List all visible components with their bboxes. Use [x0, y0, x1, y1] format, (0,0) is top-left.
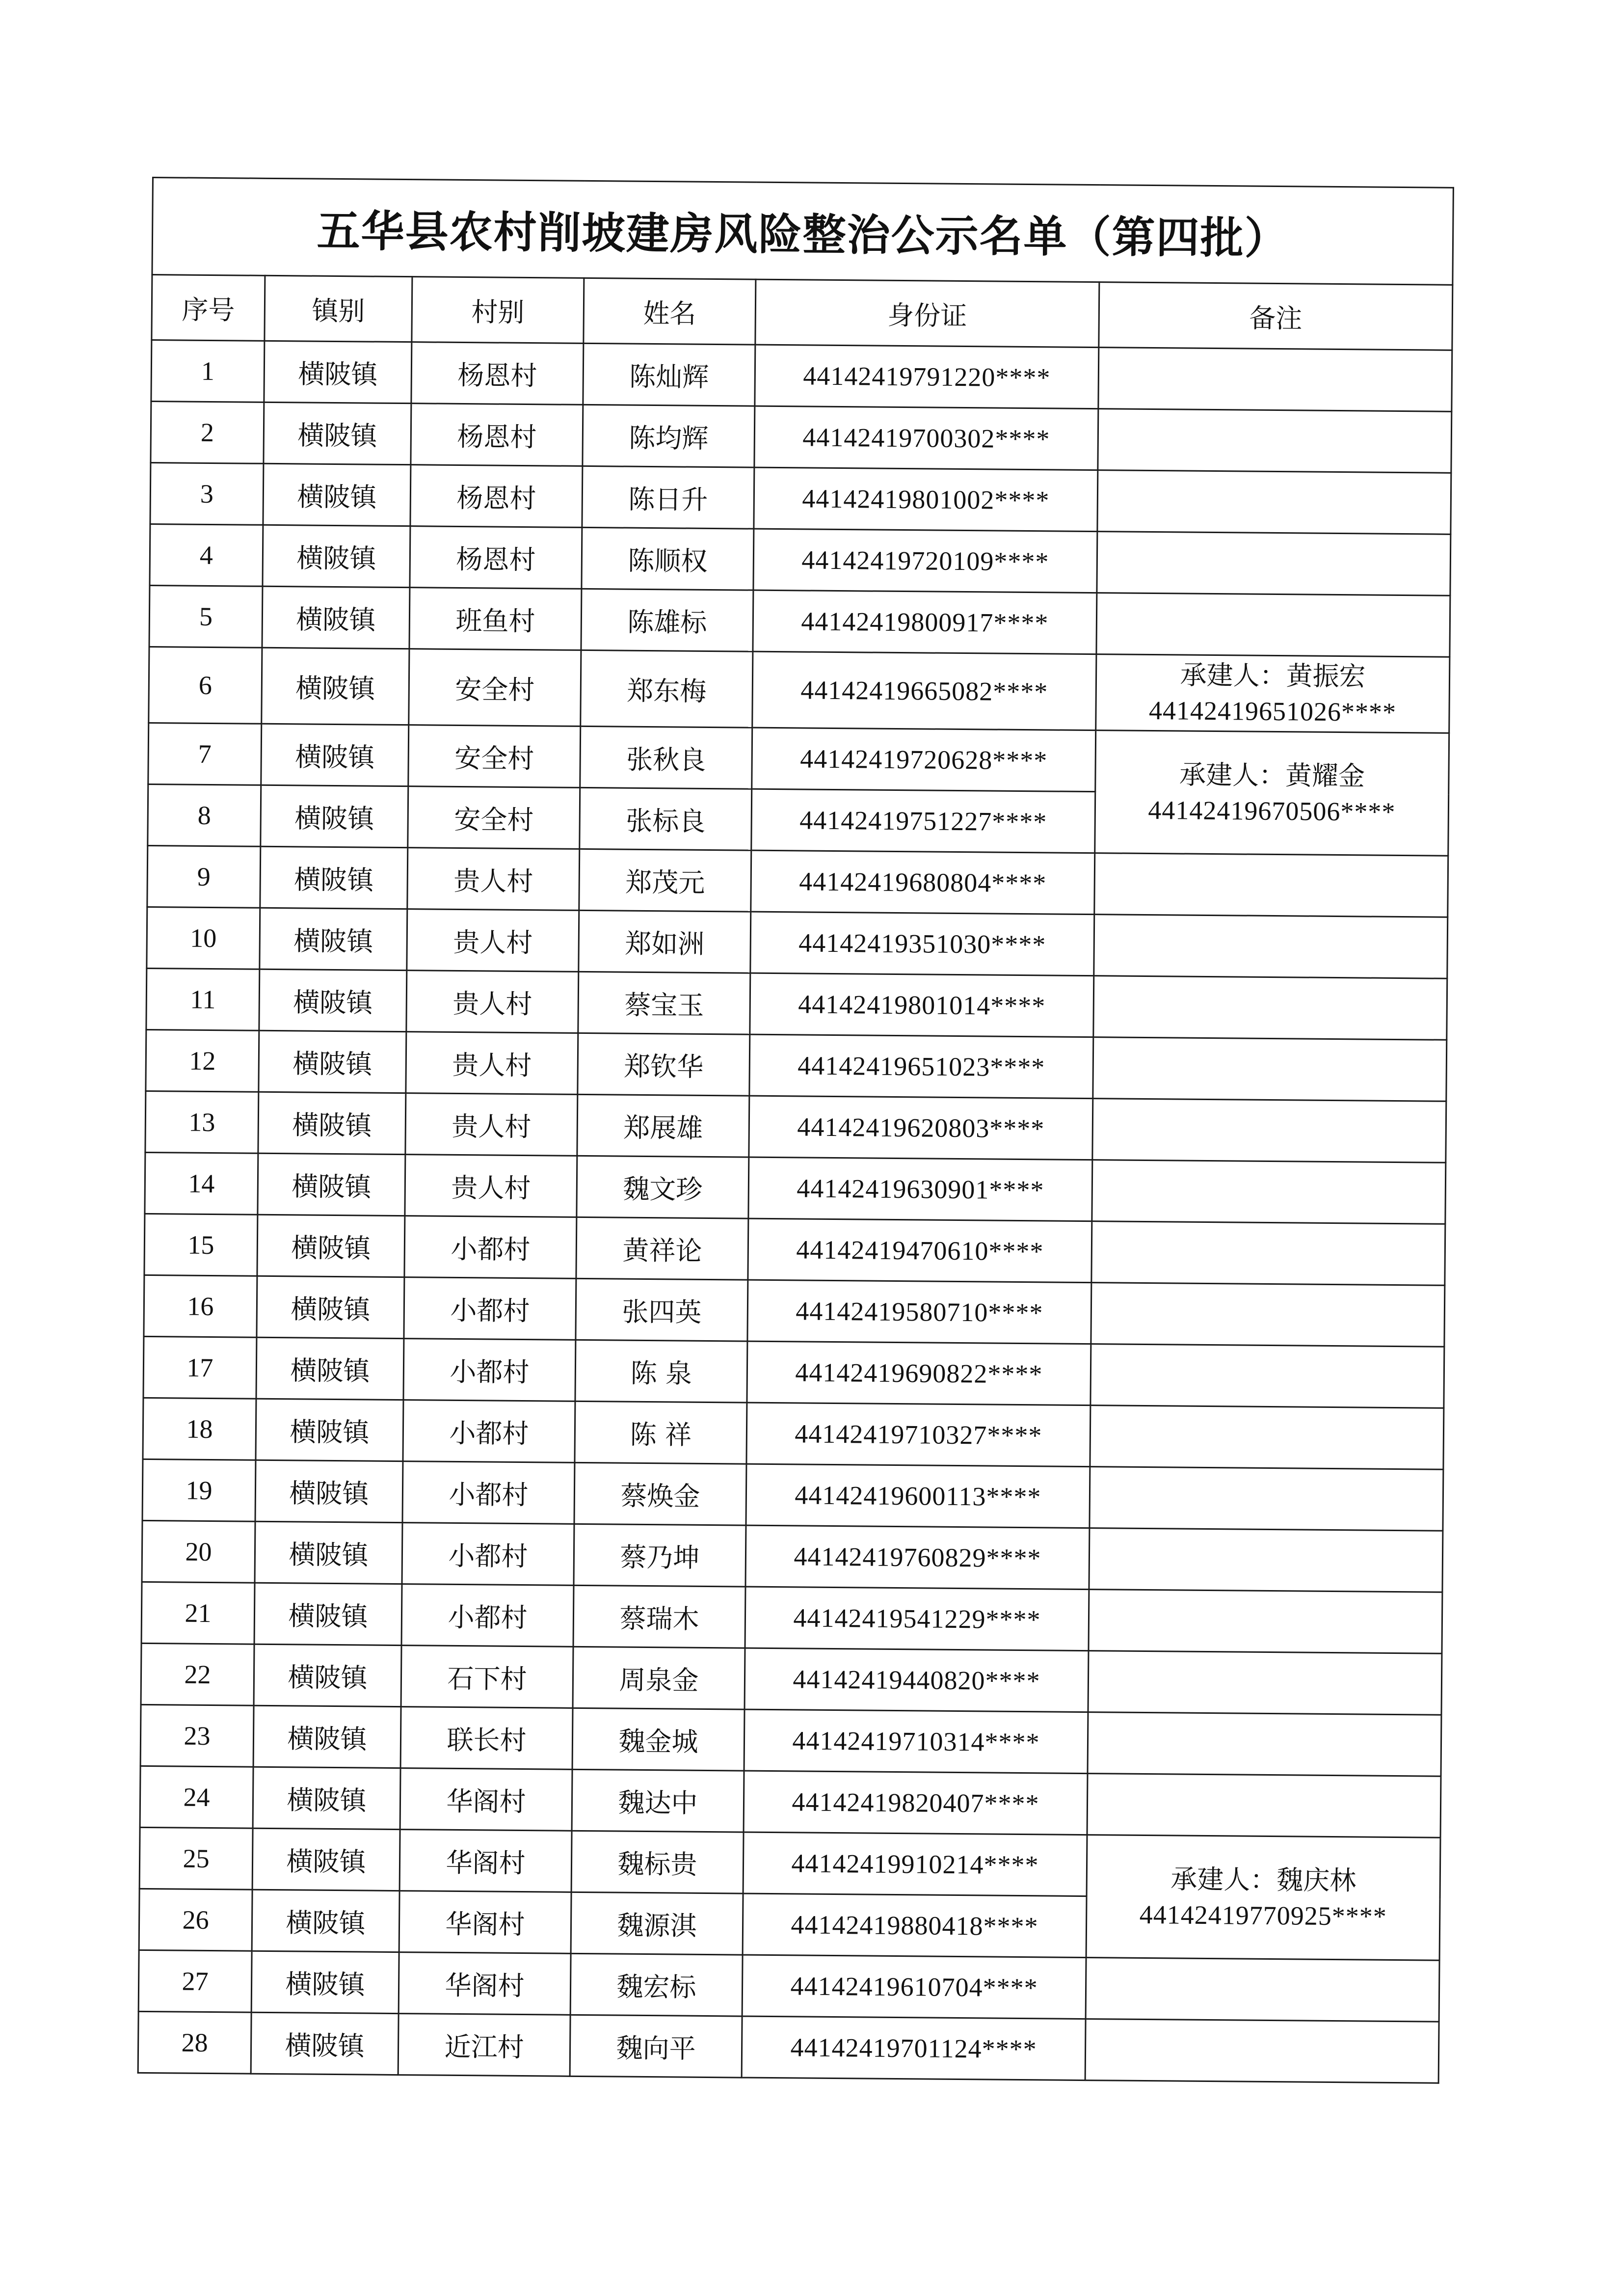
row-name: 陈灿辉 [583, 343, 755, 406]
row-id: 44142419680804**** [751, 850, 1095, 914]
row-town: 横陂镇 [254, 1644, 401, 1706]
row-name: 陈顺权 [582, 527, 754, 590]
table-row [146, 968, 1447, 1040]
row-seq: 20 [142, 1520, 255, 1583]
row-seq: 19 [142, 1459, 256, 1521]
row-town: 横陂镇 [257, 1276, 404, 1338]
row-town: 横陂镇 [262, 648, 409, 725]
roster-table [137, 177, 1454, 2084]
row-id: 44142419751227**** [751, 789, 1095, 853]
row-town: 横陂镇 [252, 1890, 399, 1952]
row-name: 魏宏标 [570, 1953, 743, 2016]
header-name: 姓名 [584, 278, 756, 345]
row-id: 44142419801002**** [754, 467, 1098, 531]
table-row [140, 1766, 1441, 1837]
row-name: 郑展雄 [577, 1094, 749, 1157]
row-seq: 1 [151, 340, 265, 403]
row-id: 44142419690822**** [747, 1341, 1091, 1405]
row-note [1087, 1774, 1441, 1838]
table-row [145, 1091, 1446, 1162]
row-name: 陈 祥 [575, 1401, 747, 1464]
table-row [142, 1459, 1443, 1531]
row-id: 44142419701124**** [742, 2016, 1086, 2080]
row-village: 贵人村 [405, 1155, 577, 1217]
table-row [150, 462, 1451, 534]
table-row [151, 340, 1452, 412]
row-note [1096, 593, 1450, 657]
row-name: 魏向平 [570, 2015, 742, 2078]
row-note [1094, 915, 1448, 979]
row-seq: 17 [143, 1336, 257, 1399]
row-id: 44142419791220**** [755, 345, 1099, 408]
row-id: 44142419470610**** [748, 1218, 1092, 1282]
note-builder-id: 44142419670506**** [1148, 795, 1396, 827]
row-seq: 6 [149, 647, 262, 724]
row-village: 贵人村 [406, 971, 579, 1033]
row-note [1088, 1712, 1441, 1777]
table-row [147, 907, 1448, 978]
table-row [150, 524, 1451, 595]
row-id: 44142419710314**** [744, 1709, 1088, 1773]
row-seq: 24 [140, 1766, 253, 1828]
row-town: 横陂镇 [253, 1767, 400, 1829]
row-name: 张四英 [576, 1278, 748, 1341]
header-row [152, 275, 1453, 351]
row-village: 小都村 [401, 1584, 574, 1647]
row-name: 魏标贵 [571, 1831, 744, 1893]
row-note [1089, 1528, 1443, 1593]
row-village: 小都村 [403, 1400, 575, 1463]
row-seq: 13 [145, 1091, 259, 1153]
table-row [140, 1704, 1441, 1776]
row-town: 横陂镇 [257, 1215, 405, 1277]
table-row [143, 1336, 1444, 1408]
row-seq: 3 [150, 462, 264, 525]
table-row [151, 401, 1452, 473]
row-seq: 26 [139, 1889, 252, 1951]
row-town: 横陂镇 [261, 724, 409, 786]
row-seq: 5 [149, 585, 263, 648]
row-town: 横陂镇 [258, 1092, 406, 1154]
row-id: 44142419800917**** [753, 590, 1097, 654]
row-note [1089, 1590, 1442, 1654]
row-village: 杨恩村 [411, 404, 583, 466]
row-name: 张秋良 [580, 726, 752, 789]
row-seq: 14 [145, 1152, 258, 1215]
row-town: 横陂镇 [252, 1828, 400, 1891]
table-row [138, 1950, 1439, 2022]
row-village: 华阁村 [399, 1952, 571, 2015]
row-id: 44142419880418**** [743, 1893, 1087, 1957]
table-body [138, 340, 1452, 2083]
row-id: 44142419720109**** [753, 529, 1097, 593]
row-village: 班鱼村 [409, 588, 582, 650]
header-village: 村别 [412, 277, 584, 344]
table-row [147, 845, 1448, 917]
table-row [143, 1398, 1444, 1469]
row-town: 横陂镇 [256, 1337, 404, 1400]
row-town: 横陂镇 [263, 525, 410, 587]
row-note [1090, 1467, 1443, 1531]
row-note [1098, 348, 1452, 412]
row-note [1091, 1221, 1445, 1286]
row-village: 小都村 [403, 1339, 576, 1402]
row-seq: 12 [146, 1029, 259, 1092]
row-village: 贵人村 [407, 848, 580, 911]
row-note [1092, 1099, 1446, 1163]
row-id: 44142419710327**** [746, 1403, 1090, 1466]
row-town: 横陂镇 [259, 969, 407, 1031]
row-village: 安全村 [408, 786, 580, 849]
row-village: 小都村 [404, 1277, 576, 1340]
row-note [1095, 730, 1449, 856]
row-name: 蔡焕金 [574, 1462, 746, 1525]
row-town: 横陂镇 [259, 1030, 406, 1093]
row-seq: 23 [140, 1704, 254, 1767]
row-town: 横陂镇 [256, 1399, 403, 1461]
row-name: 陈 泉 [575, 1340, 747, 1403]
row-village: 石下村 [401, 1646, 573, 1708]
header-town: 镇别 [265, 275, 412, 342]
row-name: 郑东梅 [581, 650, 753, 728]
table-row [146, 1029, 1447, 1101]
row-note [1090, 1405, 1444, 1470]
row-name: 魏达中 [572, 1769, 744, 1832]
row-name: 郑如洲 [579, 910, 751, 973]
row-note [1096, 654, 1450, 733]
note-builder-label: 承建人：黄耀金 [1179, 758, 1365, 791]
document-sheet [137, 177, 1453, 2084]
header-note: 备注 [1099, 282, 1453, 351]
table-row [144, 1214, 1445, 1285]
page-title: 五华县农村削坡建房风险整治公示名单（第四批） [152, 178, 1453, 285]
row-town: 横陂镇 [264, 341, 412, 403]
row-note [1093, 1037, 1447, 1102]
header-seq: 序号 [152, 275, 265, 341]
row-town: 横陂镇 [263, 463, 411, 526]
row-village: 安全村 [409, 649, 581, 727]
row-id: 44142419700302**** [754, 406, 1098, 470]
row-name: 郑钦华 [578, 1033, 750, 1096]
row-village: 安全村 [408, 725, 581, 788]
row-town: 横陂镇 [253, 1705, 401, 1768]
row-town: 横陂镇 [255, 1460, 403, 1522]
row-village: 杨恩村 [411, 342, 584, 405]
row-village: 华阁村 [399, 1891, 571, 1954]
row-id: 44142419351030**** [750, 912, 1094, 975]
table-row [145, 1152, 1446, 1224]
row-village: 近江村 [398, 2014, 570, 2077]
row-town: 横陂镇 [262, 586, 410, 648]
table-row [138, 2011, 1439, 2083]
row-name: 周泉金 [573, 1647, 745, 1709]
row-id: 44142419541229**** [745, 1587, 1089, 1650]
row-village: 杨恩村 [410, 465, 583, 528]
row-name: 陈日升 [582, 466, 754, 529]
row-id: 44142419600113**** [746, 1464, 1090, 1528]
note-builder-label: 承建人：魏庆林 [1170, 1863, 1356, 1896]
row-town: 横陂镇 [261, 785, 408, 847]
note-builder-id: 44142419770925**** [1139, 1899, 1387, 1931]
row-town: 横陂镇 [251, 2012, 399, 2075]
row-id: 44142419801014**** [750, 973, 1094, 1037]
row-seq: 8 [148, 784, 261, 846]
row-note [1092, 1160, 1446, 1224]
row-name: 蔡宝玉 [578, 972, 750, 1034]
row-name: 郑茂元 [579, 849, 751, 912]
row-seq: 4 [150, 524, 263, 586]
row-id: 44142419440820**** [745, 1648, 1089, 1712]
row-name: 蔡乃坤 [574, 1524, 746, 1587]
table-row [139, 1827, 1440, 1899]
row-note [1097, 470, 1451, 535]
row-id: 44142419820407**** [744, 1771, 1088, 1835]
row-id: 44142419720628**** [752, 728, 1096, 791]
row-name: 陈雄标 [581, 589, 753, 651]
row-village: 贵人村 [405, 1093, 578, 1156]
row-note [1091, 1283, 1445, 1347]
row-name: 张标良 [580, 787, 752, 850]
row-note [1088, 1651, 1442, 1715]
row-note [1097, 532, 1451, 596]
row-note [1090, 1344, 1444, 1408]
row-id: 44142419665082**** [752, 651, 1096, 730]
row-seq: 16 [144, 1275, 257, 1337]
row-town: 横陂镇 [258, 1153, 405, 1216]
row-note [1094, 853, 1448, 918]
row-seq: 7 [148, 723, 262, 785]
row-name: 陈均辉 [583, 405, 755, 467]
row-seq: 28 [138, 2011, 251, 2074]
row-id: 44142419610704**** [742, 1955, 1086, 2019]
row-town: 横陂镇 [251, 1951, 399, 2013]
row-village: 联长村 [400, 1707, 573, 1770]
row-town: 横陂镇 [254, 1583, 402, 1645]
row-seq: 10 [147, 907, 260, 969]
row-town: 横陂镇 [260, 846, 408, 909]
row-name: 魏源淇 [571, 1892, 743, 1955]
row-id: 44142419910214**** [743, 1832, 1087, 1896]
row-id: 44142419620803**** [749, 1096, 1093, 1160]
row-seq: 21 [141, 1582, 255, 1644]
table-row [149, 585, 1450, 657]
row-town: 横陂镇 [264, 402, 411, 464]
table-row [144, 1275, 1445, 1347]
row-id: 44142419760829**** [745, 1525, 1090, 1589]
row-note [1086, 1835, 1440, 1961]
row-note [1086, 1958, 1439, 2022]
row-village: 华阁村 [399, 1830, 572, 1892]
table-row [148, 723, 1449, 794]
table-row [149, 647, 1450, 733]
row-seq: 15 [144, 1214, 258, 1276]
note-builder-id: 44142419651026**** [1148, 695, 1397, 727]
row-seq: 22 [141, 1643, 254, 1705]
row-village: 小都村 [402, 1523, 574, 1586]
row-note [1098, 409, 1452, 473]
row-seq: 25 [139, 1827, 253, 1890]
row-seq: 9 [147, 845, 261, 908]
row-seq: 2 [151, 401, 264, 463]
note-builder-label: 承建人：黄振宏 [1180, 659, 1366, 692]
row-id: 44142419651023**** [749, 1034, 1093, 1098]
row-seq: 11 [146, 968, 260, 1030]
row-village: 杨恩村 [410, 526, 582, 589]
row-village: 华阁村 [400, 1768, 572, 1831]
row-id: 44142419630901**** [748, 1157, 1092, 1221]
row-village: 小都村 [402, 1461, 575, 1524]
table-row [141, 1582, 1442, 1653]
row-name: 蔡瑞木 [573, 1585, 745, 1648]
row-name: 黄祥论 [576, 1217, 748, 1280]
row-seq: 27 [138, 1950, 252, 2012]
table-row [142, 1520, 1443, 1592]
row-village: 贵人村 [407, 909, 579, 972]
table-row [141, 1643, 1442, 1715]
row-seq: 18 [143, 1398, 256, 1460]
row-town: 横陂镇 [255, 1521, 402, 1584]
row-village: 贵人村 [406, 1032, 578, 1095]
row-village: 小都村 [404, 1216, 577, 1279]
header-id: 身份证 [755, 279, 1099, 347]
row-name: 魏金城 [572, 1708, 745, 1771]
row-note [1085, 2019, 1439, 2083]
row-name: 魏文珍 [577, 1156, 749, 1218]
row-note [1093, 976, 1447, 1040]
row-town: 横陂镇 [260, 908, 407, 970]
row-id: 44142419580710**** [747, 1280, 1091, 1344]
